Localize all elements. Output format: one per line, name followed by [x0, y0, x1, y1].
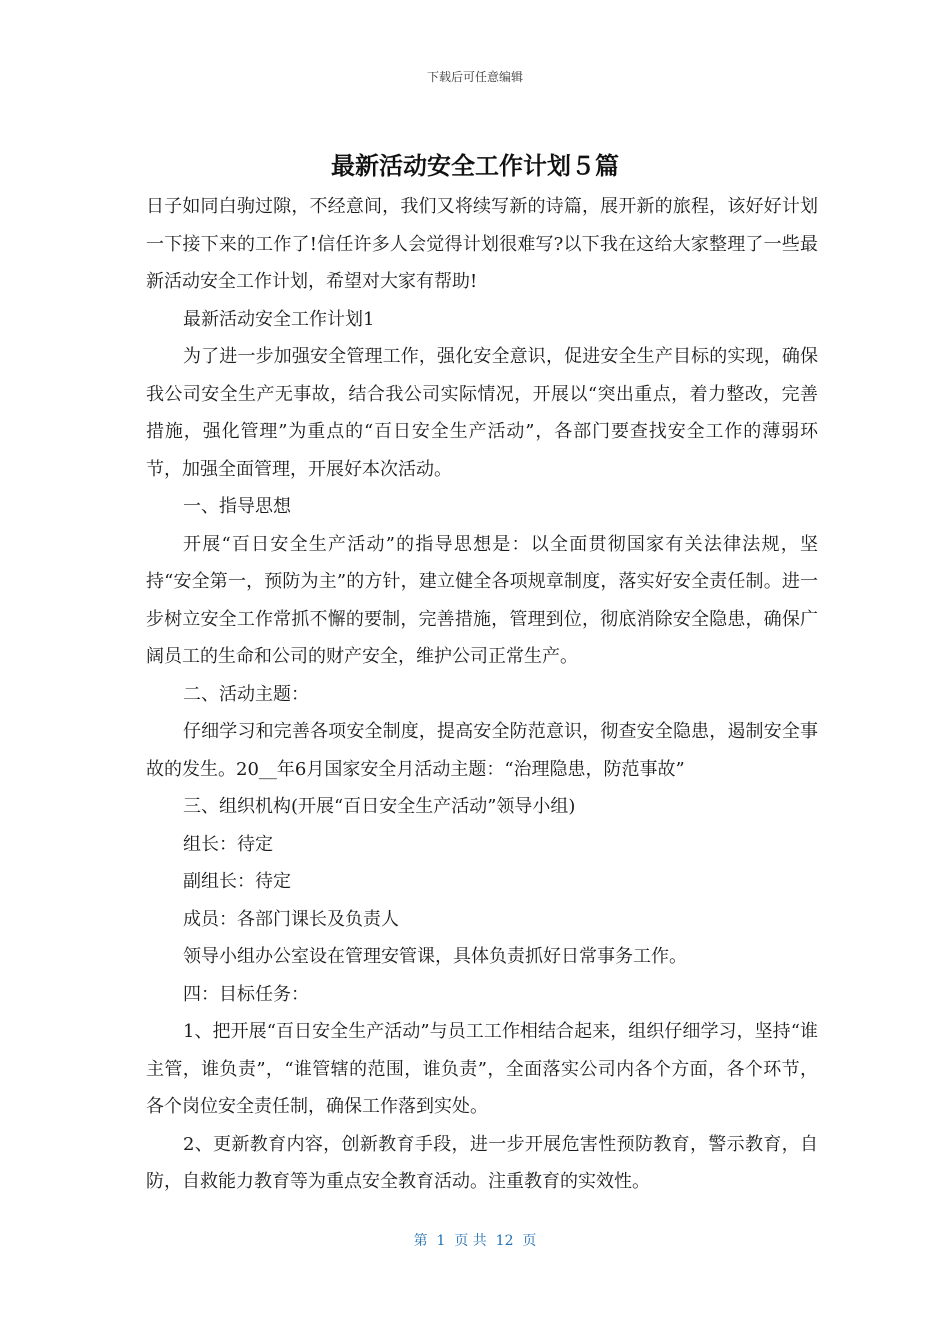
paragraph-group-leader: 组长：待定 [183, 833, 273, 855]
paragraph-goal-1: 1、把开展“百日安全生产活动”与员工工作相结合起来，组织仔细学习，坚持“谁主管，谁负责”，“谁管辖的范围，谁负责”，全面落实公司内各个方面，各个环节，各个岗位安全责任制，确保工作落到实处。 [146, 1021, 818, 1117]
section-heading-organization: 三、组织机构(开展“百日安全生产活动”领导小组) [183, 796, 576, 817]
paragraph-goal-2: 2、更新教育内容，创新教育手段，进一步开展危害性预防教育，警示教育，自防，自救能力教育等为重点安全教育活动。注重教育的实效性。 [146, 1133, 818, 1192]
section-heading-activity-theme: 二、活动主题： [183, 683, 309, 705]
paragraph-office: 领导小组办公室设在管理安管课，具体负责抓好日常事务工作。 [183, 946, 687, 967]
paragraph-guiding-thought: 开展“百日安全生产活动”的指导思想是：以全面贯彻国家有关法律法规，坚持“安全第一，预防为主”的方针，建立健全各项规章制度，落实好安全责任制。进一步树立安全工作常抓不懈的要制，完善措施，管理到位，彻底消除安全隐患，确保广阔员工的生命和公司的财产安全，维护公司正常生产。 [146, 533, 818, 667]
section-heading-plan-1: 最新活动安全工作计划1 [183, 308, 375, 330]
section-heading-goals: 四：目标任务： [183, 983, 309, 1005]
paragraph-activity-theme: 仔细学习和完善各项安全制度，提高安全防范意识，彻查安全隐患，遏制安全事故的发生。20__年6月国家安全月活动主题：“治理隐患，防范事故” [146, 721, 818, 780]
paragraph-intro: 日子如同白驹过隙，不经意间，我们又将续写新的诗篇，展开新的旅程，该好好计划一下接下来的工作了!信任许多人会觉得计划很难写?以下我在这给大家整理了一些最新活动安全工作计划，希望对大家有帮助! [146, 196, 818, 292]
paragraph-deputy-leader: 副组长：待定 [183, 871, 291, 892]
paragraph-plan-1-intro: 为了进一步加强安全管理工作，强化安全意识，促进安全生产目标的实现，确保我公司安全生产无事故，结合我公司实际情况，开展以“突出重点，着力整改，完善措施，强化管理”为重点的“百日安全生产活动”，各部门要查找安全工作的薄弱环节，加强全面管理，开展好本次活动。 [146, 346, 818, 480]
header-note: 下载后可任意编辑 [426, 70, 523, 84]
document-body [146, 188, 818, 1201]
paragraph-members: 成员：各部门课长及负责人 [183, 908, 399, 930]
document-title: 最新活动安全工作计划５篇 [331, 152, 619, 180]
page-footer: 第 1 页 共 12 页 [413, 1233, 537, 1249]
section-heading-guiding-thought: 一、指导思想 [183, 496, 291, 517]
